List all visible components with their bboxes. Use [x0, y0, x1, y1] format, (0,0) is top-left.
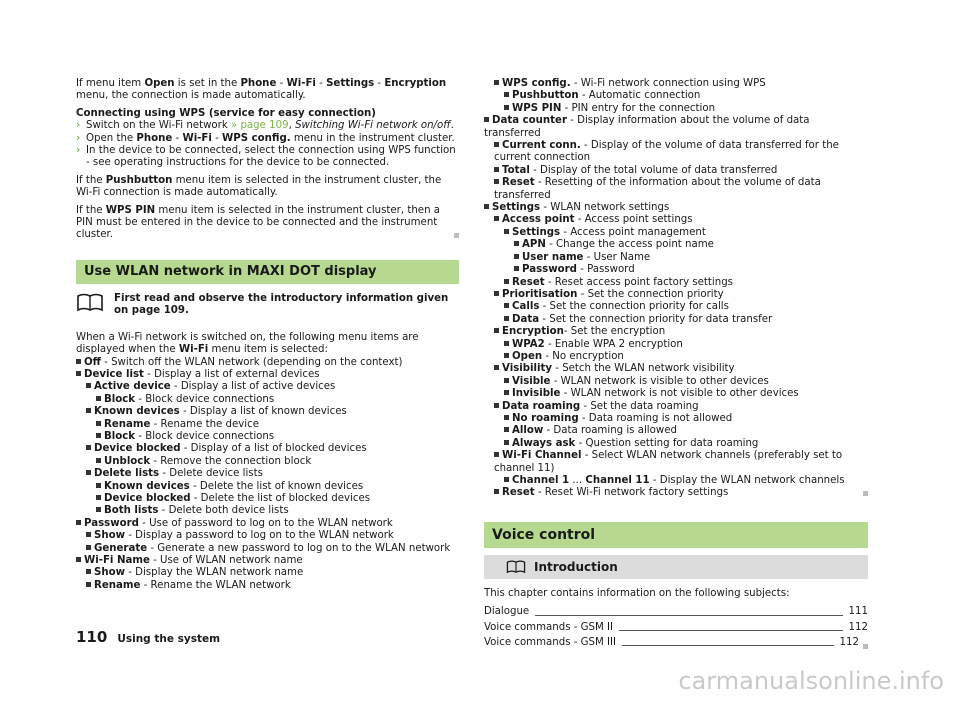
list-item: Wi-Fi Name - Use of WLAN network name Show - Display the WLAN network name Rename - Rename the WLAN network — [76, 555, 459, 592]
step-1: › Switch on the Wi-Fi network » page 109, Switching Wi-Fi network on/off. — [76, 120, 454, 132]
right-column — [484, 78, 868, 652]
list-item: Settings - WLAN network settings Access point - Access point settings Settings - Access point management APN - Change the access point name User name - User Name Password - Password Reset - Reset access point factory settings Prioritisation - Set the connection priority Calls - Set the connection priority for calls Data - Set the connection priority for data transfer Encryption- Set the encryption WPA2 - Enable WPA 2 encryption Open - No encryption Visibility - Setch the WLAN network visibility Visible - WLAN network is visible to other devices Invisible - WLAN network is not visible to other devices Data roaming - Set the data roaming No roaming - Data roaming is not allowed Allow - Data roaming is allowed Always ask - Question setting for data roaming Wi-Fi Channel - Select WLAN network channels (preferably set to channel 11) Channel 1 ... Channel 11 - Display the WLAN network channels Reset - Reset Wi-Fi network factory settings — [484, 202, 868, 500]
list-item: Password - Password — [514, 264, 868, 276]
list-item: No roaming - Data roaming is not allowed — [504, 413, 868, 425]
list-item: WPS config. - Wi-Fi network connection using WPS Pushbutton - Automatic connection WPS PIN - PIN entry for the connection — [484, 78, 868, 115]
list-item: Channel 1 ... Channel 11 - Display the WLAN network channels — [504, 475, 868, 487]
list-item: Device list - Display a list of external devices Active device - Display a list of active devices Block - Block device connections Known devices - Display a list of known devices Rename - Rename the device Block - Block device connections Device blocked - Display of a list of blocked devices Unblock - Remove the connection block Delete lists - Delete device lists Known devices - Delete the list of known devices Device blocked - Delete the list of blocked devices Both lists - Delete both device lists — [76, 369, 459, 518]
bullet-icon — [504, 105, 509, 110]
page-reference-link[interactable]: » page 109 — [230, 120, 289, 132]
step-3: › In the device to be connected, select the connection using WPS function - see operating instructions for the device to be connected. — [76, 145, 456, 169]
intro-paragraph: If menu item Open is set in the Phone - Wi-Fi - Settings - Encryption menu, the connection is made automatically. — [76, 78, 447, 102]
list-item: Known devices - Delete the list of known devices — [96, 481, 459, 493]
list-item: WPA2 - Enable WPA 2 encryption — [504, 339, 868, 351]
section-header-voice-control: Voice control — [484, 522, 868, 548]
menu-intro: When a Wi-Fi network is switched on, the following menu items are displayed when the Wi-Fi menu item is selected: — [76, 331, 419, 356]
arrow-icon: › — [76, 145, 81, 157]
bullet-icon — [86, 408, 91, 413]
list-item: Wi-Fi Channel - Select WLAN network channels (preferably set to channel 11) Channel 1 ... Channel 11 - Display the WLAN network channels — [494, 450, 868, 487]
list-item: Settings - Access point management APN - Change the access point name User name - User Name Password - Password — [504, 227, 868, 277]
list-item: Open - No encryption — [504, 351, 868, 363]
toc-list — [484, 606, 868, 649]
footer-label: Using the system — [117, 633, 221, 645]
bullet-icon — [494, 142, 499, 147]
list-item: Unblock - Remove the connection block — [96, 456, 459, 468]
bullet-icon — [504, 279, 509, 284]
list-item: Calls - Set the connection priority for calls — [504, 301, 868, 313]
bullet-icon — [96, 483, 101, 488]
list-item: Allow - Data roaming is allowed — [504, 425, 868, 437]
bullet-icon — [494, 291, 499, 296]
bullet-icon — [484, 204, 489, 209]
list-item: Device blocked - Delete the list of blocked devices — [96, 493, 459, 505]
list-item: Access point - Access point settings Settings - Access point management APN - Change the access point name User name - User Name Password - Password Reset - Reset access point factory settings — [494, 214, 868, 288]
list-item: Invisible - WLAN network is not visible to other devices — [504, 388, 868, 400]
bullet-icon — [504, 303, 509, 308]
list-item: Known devices - Display a list of known devices Rename - Rename the device Block - Block device connections — [86, 406, 459, 443]
list-item: Generate - Generate a new password to log on to the WLAN network — [86, 543, 459, 555]
bullet-icon — [484, 117, 489, 122]
bullet-icon — [96, 495, 101, 500]
bullet-icon — [86, 545, 91, 550]
wpspin-paragraph: If the WPS PIN menu item is selected in the instrument cluster, then a PIN must be entered in the device to be connected and the instrument cluster. — [76, 205, 459, 242]
watermark: carmanualsonline.info — [678, 667, 944, 695]
bullet-icon — [514, 254, 519, 259]
bullet-icon — [76, 359, 81, 364]
toc-entry[interactable]: Voice commands - GSM II 112 — [484, 621, 868, 633]
arrow-icon: › — [76, 120, 81, 132]
list-item: Reset - Reset Wi-Fi network factory settings — [494, 487, 868, 499]
bullet-icon — [96, 458, 101, 463]
bullet-icon — [86, 532, 91, 537]
bullet-icon — [96, 433, 101, 438]
bullet-icon — [86, 383, 91, 388]
arrow-icon: › — [76, 132, 81, 144]
list-item: APN - Change the access point name — [514, 239, 868, 251]
bullet-icon — [494, 328, 499, 333]
section-header-wlan: Use WLAN network in MAXI DOT display — [76, 260, 459, 284]
bullet-icon — [96, 507, 101, 512]
bullet-icon — [504, 341, 509, 346]
bullet-icon — [494, 167, 499, 172]
list-item: Visibility - Setch the WLAN network visibility Visible - WLAN network is visible to other devices Invisible - WLAN network is not visible to other devices — [494, 363, 868, 400]
bullet-icon — [76, 371, 81, 376]
list-item: WPS PIN - PIN entry for the connection — [504, 103, 868, 115]
bullet-icon — [96, 421, 101, 426]
bullet-icon — [504, 415, 509, 420]
list-item: Show - Display a password to log on to the WLAN network — [86, 530, 459, 542]
step-2: › Open the Phone - Wi-Fi - WPS config. menu in the instrument cluster. — [76, 132, 455, 144]
bullet-icon — [504, 353, 509, 358]
section-end-mark — [863, 644, 868, 649]
bullet-icon — [76, 520, 81, 525]
left-column — [76, 78, 459, 592]
note-row — [76, 292, 459, 318]
bullet-icon — [504, 390, 509, 395]
bullet-icon — [76, 557, 81, 562]
section-end-mark — [863, 491, 868, 496]
list-item: Encryption- Set the encryption WPA2 - Enable WPA 2 encryption Open - No encryption — [494, 326, 868, 363]
bullet-icon — [494, 403, 499, 408]
bullet-icon — [504, 477, 509, 482]
bullet-icon — [86, 470, 91, 475]
page-footer — [76, 628, 220, 646]
list-item: Data counter - Display information about the volume of data transferred Current conn. - Display of the volume of data transferred for the current connection Total - Display of the total volume of data transferred Reset - Resetting of the information about the volume of data transferred — [484, 115, 868, 202]
bullet-icon — [86, 445, 91, 450]
list-item: Show - Display the WLAN network name — [86, 567, 459, 579]
list-item: Block - Block device connections — [96, 394, 459, 406]
list-item: Current conn. - Display of the volume of data transferred for the current connection — [494, 140, 839, 164]
toc-entry[interactable]: Voice commands - GSM III 112 — [484, 637, 868, 649]
bullet-icon — [504, 427, 509, 432]
list-item: Active device - Display a list of active devices Block - Block device connections — [86, 381, 459, 406]
open-book-icon — [506, 559, 526, 574]
bullet-icon — [514, 241, 519, 246]
bullet-icon — [494, 365, 499, 370]
page-number: 110 — [76, 628, 108, 646]
bullet-icon — [504, 440, 509, 445]
list-item: Data roaming - Set the data roaming No roaming - Data roaming is not allowed Allow - Data roaming is allowed Always ask - Question setting for data roaming — [494, 401, 868, 451]
chapter-intro: This chapter contains information on the following subjects: — [484, 587, 790, 599]
list-item: Always ask - Question setting for data roaming — [504, 438, 868, 450]
bullet-icon — [494, 489, 499, 494]
wps-heading: Connecting using WPS (service for easy connection) — [76, 107, 376, 119]
list-item: Rename - Rename the device — [96, 419, 459, 431]
list-item: Off - Switch off the WLAN network (depending on the context) — [76, 357, 459, 369]
bullet-icon — [86, 582, 91, 587]
bullet-icon — [504, 316, 509, 321]
bullet-icon — [504, 92, 509, 97]
right-menu-list — [484, 78, 868, 500]
left-menu-list — [76, 357, 459, 593]
note-text: First read and observe the introductory information given on page 109. — [114, 292, 449, 317]
bullet-icon — [494, 216, 499, 221]
list-item: Visible - WLAN network is visible to other devices — [504, 376, 868, 388]
list-item: Both lists - Delete both device lists — [96, 505, 459, 517]
open-book-icon — [76, 292, 104, 312]
section-end-mark — [454, 233, 459, 238]
bullet-icon — [494, 80, 499, 85]
list-item: User name - User Name — [514, 252, 868, 264]
list-item: Reset - Resetting of the information about the volume of data transferred — [494, 177, 821, 201]
list-item: Total - Display of the total volume of data transferred — [494, 165, 868, 177]
list-item: Block - Block device connections — [96, 431, 459, 443]
bullet-icon — [494, 179, 499, 184]
list-item: Rename - Rename the WLAN network — [86, 580, 459, 592]
bullet-icon — [96, 396, 101, 401]
pushbutton-paragraph: If the Pushbutton menu item is selected in the instrument cluster, the Wi-Fi connection is made automatically. — [76, 174, 442, 199]
toc-entry[interactable]: Dialogue 111 — [484, 606, 868, 618]
bullet-icon — [86, 569, 91, 574]
list-item: Pushbutton - Automatic connection — [504, 90, 868, 102]
bullet-icon — [514, 266, 519, 271]
list-item: Prioritisation - Set the connection priority Calls - Set the connection priority for calls Data - Set the connection priority for data transfer — [494, 289, 868, 326]
list-item: Data - Set the connection priority for data transfer — [504, 314, 868, 326]
list-item: Delete lists - Delete device lists Known devices - Delete the list of known devices Device blocked - Delete the list of blocked devices Both lists - Delete both device lists — [86, 468, 459, 518]
bullet-icon — [504, 229, 509, 234]
subsection-header-introduction: Introduction — [484, 555, 868, 579]
bullet-icon — [494, 452, 499, 457]
bullet-icon — [504, 378, 509, 383]
list-item: Device blocked - Display of a list of blocked devices Unblock - Remove the connection block — [86, 443, 459, 468]
list-item: Reset - Reset access point factory settings — [504, 277, 868, 289]
list-item: Password - Use of password to log on to the WLAN network Show - Display a password to log on to the WLAN network Generate - Generate a new password to log on to the WLAN network — [76, 518, 459, 555]
